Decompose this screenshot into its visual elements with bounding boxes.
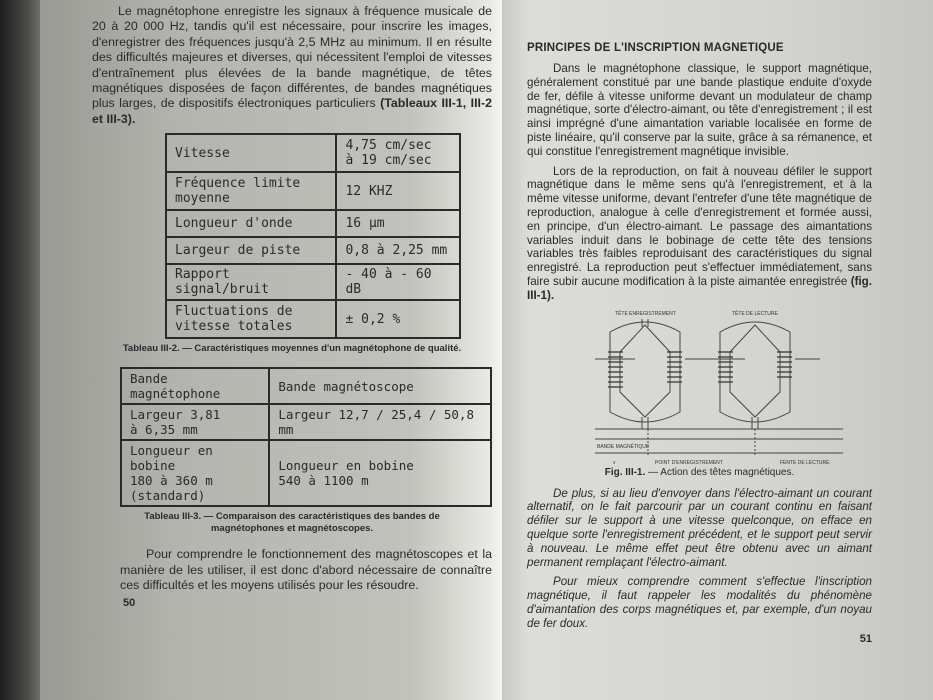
table-row	[166, 237, 460, 264]
label-head-record: TÊTE ENREGISTREMENT	[615, 310, 676, 317]
right-page-content	[527, 42, 872, 645]
table-iii-2	[165, 133, 461, 339]
table-cell-label: Fluctuations de vitesse totales	[166, 300, 336, 338]
table-cell-label: Largeur de piste	[166, 237, 336, 264]
book-edge	[0, 0, 45, 700]
section-heading: PRINCIPES DE L'INSCRIPTION MAGNETIQUE	[527, 42, 784, 54]
table-cell-label: Fréquence limite moyenne	[166, 172, 336, 210]
label-head-read: TÊTE DE LECTURE	[732, 310, 778, 317]
closing-paragraph: Pour comprendre le fonctionnement des magnétoscopes et la manière de les utiliser, il est donc d'abord nécessaire de connaître ces difficultés et les moyens utilisés pour les résoudre.	[120, 547, 492, 593]
table-header-cell: Bande magnétoscope	[269, 368, 491, 404]
page-number-left: 50	[123, 597, 136, 610]
table-row	[166, 210, 460, 237]
figure-iii-1-diagram	[585, 307, 855, 467]
table-cell-label: Vitesse	[166, 134, 336, 172]
left-page-content	[92, 4, 492, 609]
table-iii-3-caption: Tableau III-3. — Comparaison des caractéristiques des bandes de magnétophones et magnétoscopes.	[144, 511, 440, 535]
page-number-right: 51	[859, 632, 872, 645]
table-row	[166, 172, 460, 210]
table-cell: Longueur en bobine 540 à 1100 m	[269, 440, 491, 506]
paragraph-3: De plus, si au lieu d'envoyer dans l'électro-aimant un courant alternatif, on le fait parcourir par un courant continu en faisant défiler sur le support à une vitesse quelconque, on efface en quelque sorte l'enregistrement précédent, et le support peut servir à nouveau. Le même effet peut être obtenu avec un aimant permanent remplaçant l'électro-aimant.	[527, 486, 872, 569]
table-cell-label: Longueur d'onde	[166, 210, 336, 237]
paragraph-2: Lors de la reproduction, on fait à nouveau défiler le support magnétique dans le même sens qu'à l'enregistrement, et à la même vitesse uniforme, devant l'entrefer d'une tête magnétique de reproduction, analogue à celle d'enregistrement et formée aussi, en principe, d'un électro-aimant. Le passage des aimantations variables induit dans le bobinage de cette tête des tensions variables très faibles reproduisant des caractéristiques du signal enregistré. La reproduction peut s'effectuer immédiatement, sans faire subir aucune modification à la piste aimantée enregistrée (fig. III-1).	[527, 164, 872, 302]
table-cell-value: 12 KHZ	[336, 172, 460, 210]
table-cell-label: Rapport signal/bruit	[166, 264, 336, 300]
table-cell: Largeur 3,81 à 6,35 mm	[121, 404, 269, 440]
paragraph-4: Pour mieux comprendre comment s'effectue l'inscription magnétique, il faut rappeler les modalités du phénomène d'aimantation des corps magnétiques et, par exemple, d'un noyau de fer doux.	[527, 575, 872, 630]
table-cell: Longueur en bobine 180 à 360 m (standard)	[121, 440, 269, 506]
table-cell: Largeur 12,7 / 25,4 / 50,8 mm	[269, 404, 491, 440]
paragraph-1: Dans le magnétophone classique, le support magnétique, généralement constitué par une bande plastique enduite d'oxyde de fer, défile à vitesse uniforme devant un modulateur de champ magnétique, sorte d'électro-aimant, ou tête d'enregistrement ; il est ainsi imprégné d'une aimantation variable localisée en forme de piste linéaire, qu'il conserve par la suite, grâce à sa rémanence, et qui constitue l'enregistrement magnétique invisible.	[527, 62, 872, 158]
table-row	[166, 300, 460, 338]
table-header-row	[121, 368, 491, 404]
table-header-cell: Bande magnétophone	[121, 368, 269, 404]
intro-paragraph: Le magnétophone enregistre les signaux à fréquence musicale de 20 à 20 000 Hz, tandis qu'il est nécessaire, pour inscrire les images, d'enregistrer des fréquences jusqu'à 2,5 MHz au minimum. Il en résulte des difficultés majeures et diverses, qui nécessitent l'emploi de vitesses d'entraînement plus élevées de la bande magnétique, de têtes magnétiques disposées de façon différentes, de bandes magnétiques plus larges, de dispositifs électroniques particuliers (Tableaux III-1, III-2 et III-3).	[92, 4, 492, 126]
table-iii-2-caption: Tableau III-2. — Caractéristiques moyennes d'un magnétophone de qualité.	[122, 343, 462, 355]
table-cell-value: - 40 à - 60 dB	[336, 264, 460, 300]
table-row	[121, 404, 491, 440]
table-row	[166, 264, 460, 300]
table-row	[166, 134, 460, 172]
table-row	[121, 440, 491, 506]
table-cell-value: 16 µm	[336, 210, 460, 237]
table-cell-value: ± 0,2 %	[336, 300, 460, 338]
figure-caption: Fig. III-1. — Action des têtes magnétiques.	[604, 466, 795, 478]
label-speed: v	[613, 459, 616, 466]
label-read-gap: FENTE DE LECTURE	[780, 459, 830, 466]
label-tape: BANDE MAGNÉTIQUE	[597, 443, 650, 450]
table-cell-value: 4,75 cm/sec à 19 cm/sec	[336, 134, 460, 172]
table-cell-value: 0,8 à 2,25 mm	[336, 237, 460, 264]
table-iii-3	[120, 367, 492, 507]
label-record-point: POINT D'ENREGISTREMENT	[655, 459, 723, 466]
